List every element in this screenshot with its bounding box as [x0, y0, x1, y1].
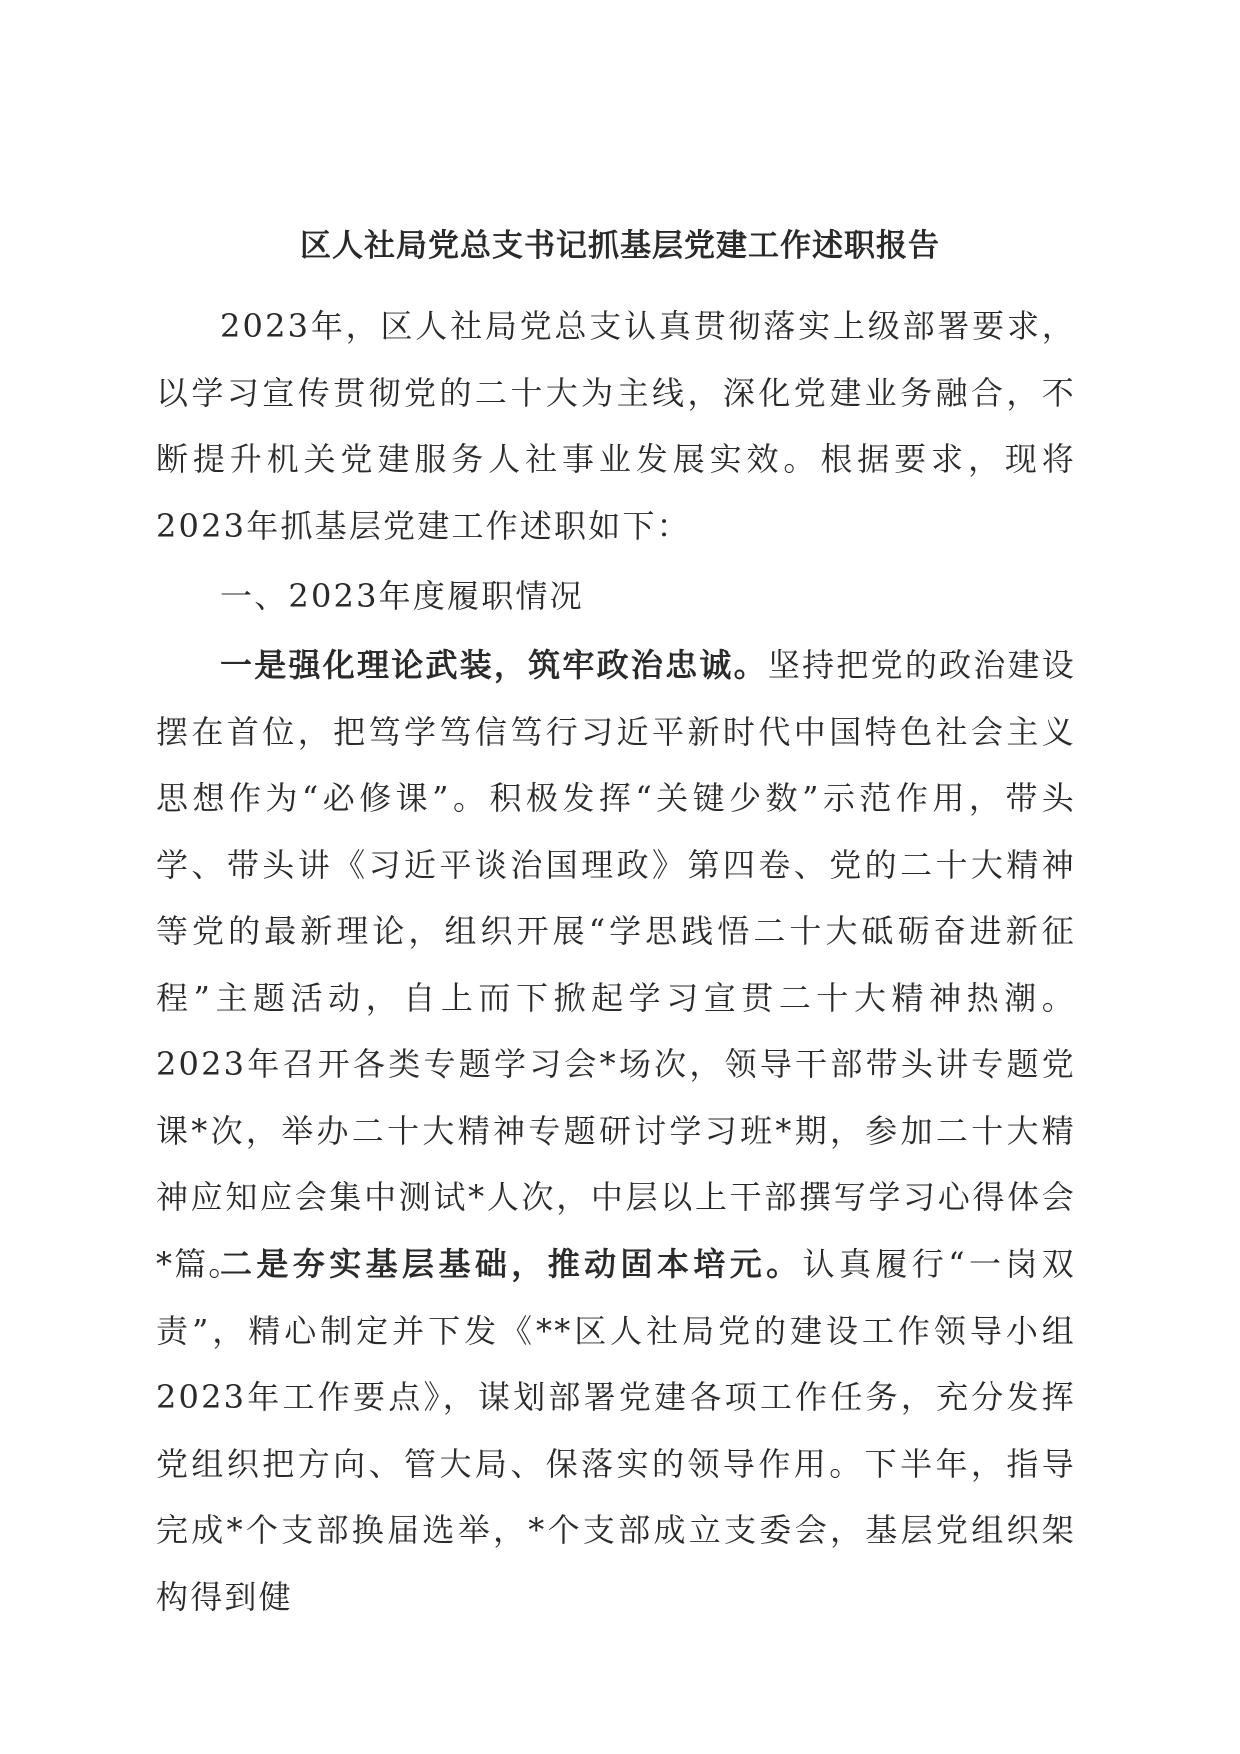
intro-paragraph: 2023年，区人社局党总支认真贯彻落实上级部署要求，以学习宣传贯彻党的二十大为主线，深化党建业务融合，不断提升机关党建服务人社事业发展实效。根据要求，现将2023年抓基层党建工作述职如下： — [156, 307, 1076, 545]
point-2-text: 认真履行“一岗双责”，精心制定并下发《**区人社局党的建设工作领导小组2023年工作要点》，谋划部署党建各项工作任务，充分发挥党组织把方向、管大局、保落实的领导作用。下半年，指导完成*个支部换届选举，*个支部成立支委会，基层党组织架构得到健 — [156, 1245, 1076, 1616]
point-2-lead: 二是夯实基层基础，推动固本培元。 — [220, 1245, 803, 1283]
document-title: 区人社局党总支书记抓基层党建工作述职报告 — [300, 228, 940, 264]
point-1-lead: 一是强化理论武装，筑牢政治忠诚。 — [220, 646, 768, 684]
paragraph-point-1 — [156, 632, 1076, 1297]
point-1-text: 坚持把党的政治建设摆在首位，把笃学笃信笃行习近平新时代中国特色社会主义思想作为“必修课”。积极发挥“关键少数”示范作用，带头学、带头讲《习近平谈治国理政》第四卷、党的二十大精神等党的最新理论，组织开展“学思践悟二十大砥砺奋进新征程”主题活动，自上而下掀起学习宣贯二十大精神热潮。2023年召开各类专题学习会*场次，领导干部带头讲专题党课*次，举办二十大精神专题研讨学习班*期，参加二十大精神应知应会集中测试*人次，中层以上干部撰写学习心得体会*篇。 — [156, 646, 1076, 1283]
section-heading: 一、2023年度履职情况 — [220, 577, 584, 615]
paragraph-point-2 — [156, 1231, 1076, 1630]
